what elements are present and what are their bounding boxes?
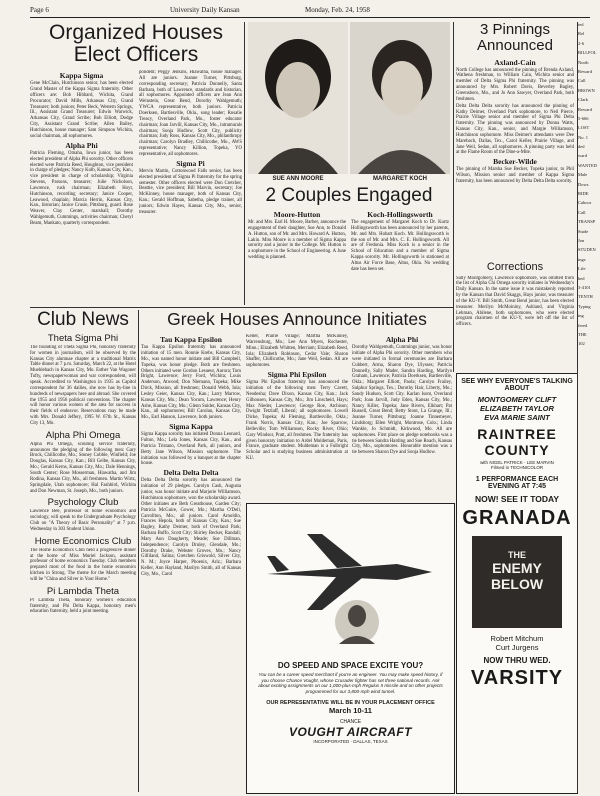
vought-aircraft-ad bbox=[246, 503, 455, 794]
paragraph: Pi Lambda Theta, honorary women's education fraternity, and Phi Delta Kappa, honorary men's education fraternity, held a joint meeting. bbox=[30, 597, 136, 615]
classified-fragment: 3-4101 bbox=[578, 284, 591, 290]
pinnings-body bbox=[456, 57, 574, 257]
section-rule bbox=[30, 307, 453, 308]
subhead: Sigma Phi Epsilon bbox=[267, 370, 327, 380]
vought-headline: DO SPEED AND SPACE EXCITE YOU? bbox=[277, 661, 424, 670]
classified-fragment: Clark bbox=[578, 97, 588, 103]
paragraph: The pinning of Marsha Sue Becker, Topeka junior, to Phil Wilson, Mission senior and member of Kappa Sigma fraternity, has been announced by Delta Delta Delta sorority. bbox=[456, 167, 574, 185]
classified-fragment: BROWN bbox=[578, 87, 595, 93]
classified-fragment: Dows bbox=[578, 181, 589, 187]
star-name: EVA MARIE SAINT bbox=[484, 413, 550, 422]
film-credits: with NIGEL PATRICK · LEE MARVIN bbox=[480, 460, 554, 465]
subhead: Psychology Club bbox=[47, 497, 119, 509]
classified-fragment: bed bbox=[578, 275, 585, 281]
classified-fragment: Call bbox=[578, 78, 586, 84]
vought-logo: VOUGHT AIRCRAFT bbox=[288, 724, 413, 739]
classified-fragment: Rel bbox=[578, 31, 585, 37]
paragraph: The engagement of Margaret Koch to Dr. Kurtz Hollingsworth has been announced by her parents, Mr. and Mrs. Hobart Koch. Mr. Hollingsworth is the son of Mr. and Mrs. C. E. Hollingsworth. All are of Fredonia. Miss Koch is a senior in the School of Education and a member of Sigma Kappa sorority. Mr. Hollingsworth is stationed at Altus Air Force Base, Altus, Okla. No wedding date has been set. bbox=[351, 220, 449, 272]
vought-rep: OUR REPRESENTATIVE WILL BE IN YOUR PLACEMENT OFFICE bbox=[266, 699, 435, 706]
film-title-line1: RAINTREE bbox=[477, 426, 557, 442]
pinnings-headline: 3 Pinnings Announced bbox=[477, 22, 553, 54]
issue-date: Monday, Feb. 24, 1958 bbox=[305, 6, 370, 14]
classified-fragment: Stude bbox=[578, 228, 589, 234]
subhead: Home Economics Club bbox=[34, 535, 132, 547]
corrections-headline: Corrections bbox=[486, 262, 544, 273]
greek-col-1 bbox=[141, 334, 241, 792]
granada-see: SEE WHY EVERYONE'S TALKING ABOUT bbox=[461, 378, 573, 392]
paragraph: Lawrence Bee, professor of home economics and sociology, will speak to the Undergraduate Psychology Club on "A Theory of Basic Personality" at 7 p.m. Wednesday in 303 Student Union. bbox=[30, 509, 136, 532]
classifieds-strip bbox=[578, 22, 600, 367]
classified-fragment: fered bbox=[578, 322, 588, 328]
couples-col-1 bbox=[248, 209, 346, 301]
column-rule bbox=[453, 22, 454, 372]
subhead: Sigma Kappa bbox=[169, 422, 213, 432]
cast-member: Robert Mitchum bbox=[490, 634, 544, 643]
classified-fragment: ings bbox=[578, 256, 586, 262]
classified-fragment: Call bbox=[578, 209, 586, 215]
classified-fragment: TRANSP bbox=[578, 219, 596, 225]
film2-title-line2: ENEMY bbox=[492, 560, 542, 576]
classified-fragment: Cahoor bbox=[578, 200, 592, 206]
organized-col-1 bbox=[30, 70, 133, 298]
vought-logo-top: CHANCE bbox=[339, 718, 362, 725]
paragraph: North College has announced the pinning of Brenda Axland, Wathena freshman, to William Cain, Wichita senior and member of Delta Sigma Phi fraternity. The pinning was announced by Mrs. Robert Davis, Beverley Bagley, Greensboro, Mo., and Jo Ann Sawyer, Overland Park, both freshmen. bbox=[456, 67, 574, 102]
cast-member: Curt Jurgens bbox=[495, 643, 539, 652]
subhead: Koch-Hollingsworth bbox=[367, 209, 433, 219]
vought-logo-sub: INCORPORATED · DALLAS, TEXAS bbox=[313, 738, 388, 744]
page-number: Page 6 bbox=[30, 6, 49, 14]
classified-fragment: North bbox=[578, 59, 589, 65]
vought-body: You can be a career speed merchant if you're an engineer. You may make speed history, if you choose Chance Vought, whose Crusader fighter has set three national records. Ask about exciting assignments on our 1,000-plus-mph Regulus II missile and on other projects programmed for our 3,800-mph wind tunnel. bbox=[258, 672, 443, 695]
classified-fragment: Life bbox=[578, 266, 586, 272]
greek-headline: Greek Houses Announce Initiates bbox=[167, 310, 427, 329]
paragraph: The Home Economics Club held a progressive dinner at the home of Miss Muriel Jackson, assistant professor of home economics Tuesday. Club members prepared most of the food in the home economics kitchen in Strong. The theme for the March meeting will be "China and Silver in Your Home." bbox=[30, 547, 136, 582]
subhead: Delta Delta Delta bbox=[163, 468, 219, 478]
paragraph: Delta Delta Delta sorority has announced the initiation of 29 pledges. Carolyn Cash, Augusta junior, was honor initiate and Marjorie Williamson, Hutchinson sophomore, won the scholarship award. Other initiates are Beth Greatbouse, Garden City; Patricia McGuire, Gower, Mo.; Martha O'Dell, Carrollton, Mo.; all juniors. Carol Arnoldin, Frances Hepola, both of Kansas City, Kan.; Sue Bagley, Kathy Deimer, both of Overland Park; Barbara Buffo, Scott City; Shirley Becker, Randall; Mary Ann Daugherty, Meade; Sue Dillman, Independence; Carolyn Druley, Glendale, Mo.; Dorothy Drake, Webster Groves, Mo.; Nancy Gilliland, Salina; Gretchen Griswold, Silver City, N. M.; Joyce Harper, Phoenix, Ariz.; Barbara Keller, Ann Hayland, Marilyn Smith, all of Kansas City, Mo., Carol bbox=[141, 478, 241, 577]
granada-theater-ad bbox=[456, 373, 578, 794]
classified-fragment: STUDEN bbox=[578, 247, 596, 253]
classified-fragment: LOST bbox=[578, 125, 590, 131]
film-technicolor: Filmed in TECHNICOLOR bbox=[490, 465, 544, 470]
film2-title-line1: THE bbox=[508, 550, 526, 560]
paragraph: The founding of Theta Sigma Phi, honorary fraternity for women in journalism, will be observed by the Kansas City alumnae chapter at a traditional Matrix Table dinner at 7 p.m. Saturday, March 22, at the Hotel Muehlebach in Kansas City, Mo. Esther Van Wagoner Tufty, newspaperwoman and war correspondent, will speak. Accredited to Washington in 1935 as Capitol correspondent for 36 dailies, she now has by-line in hundreds of newspapers here and abroad. She covered the 1955 and 1956 political conventions. The chapter will honor various women of the area for success in their fields of endeavor. Reservations may be made with Mrs. Donald Jeffery, 1995 W. 67th St., Kansas City 13, Mo. bbox=[30, 344, 136, 426]
subhead: Alpha Phi Omega bbox=[45, 429, 121, 441]
subhead: Moore-Hutton bbox=[273, 209, 321, 219]
club-news-headline: Club News bbox=[37, 310, 129, 330]
greek-col-2 bbox=[246, 334, 348, 500]
classified-fragment: No. 1 bbox=[578, 134, 588, 140]
subhead: Axland-Cain bbox=[494, 57, 536, 67]
organized-col-2 bbox=[139, 70, 242, 298]
column-rule bbox=[244, 22, 245, 305]
see-it-today: NOW! SEE IT TODAY bbox=[474, 494, 560, 504]
performance-line1: 1 PERFORMANCE EACH bbox=[475, 476, 559, 483]
classified-fragment: Reward bbox=[578, 68, 592, 74]
classified-fragment: BILLFOL bbox=[578, 50, 597, 56]
portrait-image bbox=[248, 22, 348, 174]
page-header bbox=[30, 5, 590, 18]
photo-margaret-koch bbox=[350, 22, 450, 174]
paragraph: Sigma Kappa sorority has initiated Donna Leonard, Fulton, Mo.; Lela Jones, Kansas City, Kan., and Patricia Tristano, Overland Park, all juniors, and Betty Jane Wilson, Mission sophomore. The initiation was followed by a banquet at the chapter house. bbox=[141, 432, 241, 467]
greek-col-3 bbox=[352, 334, 452, 500]
classified-fragment: 102 bbox=[578, 341, 585, 347]
classified-fragment: ing bbox=[578, 313, 584, 319]
classified-fragment: ied bbox=[578, 22, 584, 27]
subhead: Sigma Pi bbox=[176, 158, 205, 168]
subhead: Alpha Phi bbox=[65, 140, 98, 150]
classified-fragment: ward bbox=[578, 153, 587, 159]
portrait-image bbox=[350, 22, 450, 174]
column-rule bbox=[577, 22, 578, 792]
vought-date: March 10-11 bbox=[329, 705, 372, 715]
subhead: Alpha Phi bbox=[385, 335, 419, 344]
star-name: ELIZABETH TAYLOR bbox=[480, 404, 554, 413]
subhead: Theta Sigma Phi bbox=[47, 332, 119, 344]
couples-col-2 bbox=[351, 209, 449, 301]
classified-fragment: WANTED bbox=[578, 162, 597, 168]
classified-fragment: ded bbox=[578, 144, 585, 150]
paragraph: Gene McClain, Hutchinson senior, has been elected Grand Master of the Kappa Sigma fraternity. Other officers are: Bob Hibbard, Wichita, Grand Procurator; David Mills, Arkansas City, Grand Treasurer; both juniors; Peter Beck, Western Springs, Ill., Assistant Grand Treasurer; Edwin Warwick, Arkansas City, Grand Scribe; Bob Elliott, Dodge City, Assistant Grand Scribe; Allen Bailey, Hutchinson, house manager; Sam Simpson Wichita, social chairman, all sophomores. bbox=[30, 81, 133, 139]
classified-fragment: Typing bbox=[578, 303, 591, 309]
paragraph: Keller, Prairie Village; Martha McKinney, Warrensburg, Mo.; Lee Ann Myers, Rochester, Minn.; Elizabeth Whitten, Merriam; Elizabeth Reed, Iola; Elizabeth Robinson, Cedar Vale; Sharon Shaffer, Chillicothe, Mo.; Jane Weil, Sedan. All are sophomores. bbox=[246, 334, 348, 369]
caption-sue-ann-moore: SUE ANN MOORE bbox=[272, 176, 324, 182]
subhead: Tau Kappa Epsilon bbox=[160, 335, 222, 344]
star-name: MONTGOMERY CLIFT bbox=[477, 395, 557, 404]
classified-fragment: Reward bbox=[578, 106, 592, 112]
classified-fragment: RIDE bbox=[578, 191, 589, 197]
classified-fragment: Male bbox=[578, 172, 588, 178]
corrections-article bbox=[456, 262, 574, 370]
film2-title-line3: BELOW bbox=[490, 576, 544, 592]
varsity-logo: VARSITY bbox=[470, 667, 564, 689]
classified-fragment: 5-666 bbox=[578, 115, 589, 121]
paragraph: pondent; Peggy Jenkins, Hiawatha, house manager. All are juniors. Joanne Turner, Pittsburg, corresponding secretary; Patricia Donnelly, Santa Barbara, both of Lawrence, standards and historian, all sophomores. Appointed officers are Jean Ann Weinstein, Great Bend, Dorothy Wahlgemuth; YWCA representative, both juniors. Patricia Doerksen, Bartlesville, Okla., song leader; Rosalie Treacy, Overland Park, Mo., foster educator chairman; Joan Jarvill, Kansas City, Mo., intramurals chairman; Sonja Hudlow, Scott City, publicity chairman; Judy Ross, Kansas City, Mo., philanthropy chairman; Carolyn Bradley, Chillicothe, Mo., AWS representative; Nancy Killion, Topeka, YO representative, all sophomores. bbox=[139, 70, 242, 157]
paragraph: Mervin Martin, Cottonwood Falls senior, has been elected president of Sigma Pi fraternity for the spring semester. Other officers elected were Don Cretcher, Beattie, vice president; Bill Marvin, secretary; Joe McKinney, house manager, both of Kansas City, Kan.; Gerald Hoffman, Sabetha, pledge trainer, all juniors; Edwin Hayes, Kansas City, Mo., senior, treasurer. bbox=[139, 168, 242, 215]
club-news-article bbox=[30, 310, 136, 792]
now-thru-wed: NOW THRU WED. bbox=[483, 656, 551, 665]
corrections-body: Sally Montgomery, Lawrence sophomore, was omitted from the list of Alpha Chi Omega sorority initiates in Wednesday's Daily Kansan. In the same issue it was mistakenly reported by the Kansan that David Skaggs, Hays junior, was treasurer of the KU-Y. Bill Smith, Great Bend junior, has been elected treasurer. Merilyn McMoininy, Ashland, and Virginia Lehman, Abilene, both sophomores, who were elected program chairmen of the KU-Y, were left off the list of officers. bbox=[456, 275, 574, 328]
organized-headline: Organized Houses Elect Officers bbox=[49, 22, 223, 67]
subhead: Becker-Wilde bbox=[493, 157, 537, 167]
couples-headline: 2 Couples Engaged bbox=[265, 186, 433, 206]
jet-illustration bbox=[247, 504, 452, 654]
organized-houses-article bbox=[30, 22, 242, 305]
paragraph: Dorothy Wahlgemuth, Cummings junior, was honor initiate of Alpha Phi sorority. Other members who were initiated in formal ceremonies are Barbara Cubbert, Arma, Sharon Dye, Ulysses; Patricia Donnelly, Sally Mader, Sandra Harding, Marilyn Graham, Lawrence; Patricia Doerksen, Bartlesville, Okla.; Margaret Elliott, Paola; Carolyn Frailey, Sulphur Springs, Tex.; Dorothy Hair, Liberty, Mo.; Sandy Hudson, Scott City. Karlan Isom, Overland Park; Joan Jarvill, Judy Eden, Kansas City, Mo.; Nancy Killer, Topeka; Jane Rivers, Elkhart; Pat Russell, Great Bend; Betty Stout, La Grange, Ill.; Joanne Turner, Pittsburg; Joanne Tinnemeyer, Lindsborg; Ellen Wright, Montrose, Colo.; Linda Wankle, Jo Schmidt, Kirkwood, Mo. All are sophomores. First place on pledge notebooks was a tie between Sandra Harding and Sue Roach, Kansas City, Mo., sophomores. Honorable mention was a tie between Sharon Dye and Sonja Hudlow. bbox=[352, 345, 452, 456]
photo-sue-ann-moore bbox=[248, 22, 348, 174]
paragraph: Sigma Phi Epsilon fraternity has announced the initiation of the following men: Terry Cavett, Neodesha; Dave Dixon, Kansas City, Kan.; Jack Gilhousen, Kansas City, Mo.; Jim Linscheid, Hays; Max Nieder, Lawrence; George Roe, Atchison; Dwight Tetzlaff, Liberal; all sophomores. Lowell Dicke, Topeka; Al Fleming, Bartlesville, Okla.; Frank Norris, Kansas City, Kan.; Joe Sparrow, Belleville; Tom Williamson, Rocky River, Ohio; Gary Windsor, Pratt, all freshmen. The fraternity has given honorary initiation to Ardel Muldeman, Paris, France, graduate student. Muldeman is a Fulbright Scholar and is studying business administration at KU. bbox=[246, 380, 348, 462]
classified-fragment: 2-6 bbox=[578, 40, 584, 46]
classified-fragment: TENTH bbox=[578, 294, 593, 300]
classified-fragment: THE bbox=[578, 331, 587, 337]
subhead: Kappa Sigma bbox=[59, 71, 104, 81]
pinnings-article bbox=[456, 22, 574, 260]
subhead: Pi Lambda Theta bbox=[46, 585, 120, 597]
performance-line2: EVENING AT 7:45 bbox=[488, 483, 546, 490]
paragraph: Delta Delta Delta sorority has announced the pinning of Kathy Deimer, Overland Park sophomore, to Neil Pierce, Prairie Village senior and member of Sigma Phi Delta fraternity. The pinning was announced by Donna Watts, Kansas City, Kan., senior, and Margie Williamson, Hutchinson sophomore. Miss Deimer's attendants were Dee Marebach, Dallas, Tex., Carol Keller, Prairie Village, and Jane Weil, Sedan, all sophomores. A pinning party was held at the Flame Room of the Dine-a-Mite. bbox=[456, 103, 574, 156]
film-title-line2: COUNTY bbox=[484, 442, 550, 458]
caption-margaret-koch: MARGARET KOCH bbox=[373, 176, 427, 182]
granada-logo: GRANADA bbox=[462, 507, 572, 529]
paragraph: Mr. and Mrs. Earl H. Moore, Barber, announce the engagement of their daughter, Sue Ann, to Donald A. Hutton, son of Mr. and Mrs. Howard A. Hutton, Lakin. Miss Moore is a member of Sigma Kappa sorority and a junior in the College. Mr. Hutton is a sophomore in the School of Engineering. A June wedding is planned. bbox=[248, 220, 346, 261]
paragraph: Tau Kappa Epsilon fraternity has announced initiation of 15 men. Ronnie Krebs, Kansas City, Mo., was named honor initiate and Bill Campbell, Topeka, was honor pledge. Both are freshmen. Others initiated were Gordon Lesueur, Aurora; Tom Bright, Lawrence; Jerry Ford, Wichita; Louis Anderson, Atwood; Don Niemann, Topeka; Mike Dirck, Mission, all freshmen; Donald Webb, Iola; Lesley Geier, Kansas City, Kan.; Larry Marrow, Kansas City, Mo.; Dean Yocum, Lawrence; Henry Ashe, Kansas City, Mo.; Glenn Snider, Kansas City, Kan., all sophomores; Bill Carolan, Kansas City, Mo., Earl Hanson, Lawrence, both juniors. bbox=[141, 345, 241, 421]
classified-fragment: Jon bbox=[578, 237, 585, 243]
couples-article bbox=[248, 186, 450, 306]
column-rule bbox=[138, 310, 139, 792]
paragraph: Patricia Fleming, Omaha, Iowa junior, has been elected president of Alpha Phi sorority. Other officers elected were Patricia Reed, Houghton, vice president in charge of pledges; Nancy Kolb, Kansas City, Kan., vice president in charge of scholarship; Virginia Stevens, Parsons, treasurer; Julie Nicholson, Lawrence, rush chairman; Elizabeth Hoyt, Hutchinson, recording secretary; Janice Cooper, Leawood, chaplain; Marcia Herrin, Kansas City, Kan., historian; Janice Crusie, Pittsburg, guard. Rose Weaver, Clay Center, marshall; Dorothy Wahlgemuth, Cummings, activities chairman; Cheryl Beam, Mankato, quarterly correspondent. bbox=[30, 150, 133, 226]
enemy-below-panel bbox=[472, 536, 562, 628]
paragraph: Alpha Phi Omega, scouting service fraternity, announces the pledging of the following men: Gary Brock, Chillicothe, Mo.; Stoney Cobble, Winfield; Joe Douglas, Kansas City, Kan.; Bill Gelbe, Kansas City, Mo.; Gerald Kerns, Kansas City, Mo.; Dale Hennings, South Center; Rose Mosserman, Hiawatha, and Jim Rodina, Kansas City, Mo., all freshmen. Martin Wirtz, Springdale, Utah sophomore; Hal Fashbird, Wichita and Don Newman, St. Joseph, Mo., both juniors. bbox=[30, 441, 136, 494]
newspaper-name: University Daily Kansan bbox=[170, 6, 240, 14]
